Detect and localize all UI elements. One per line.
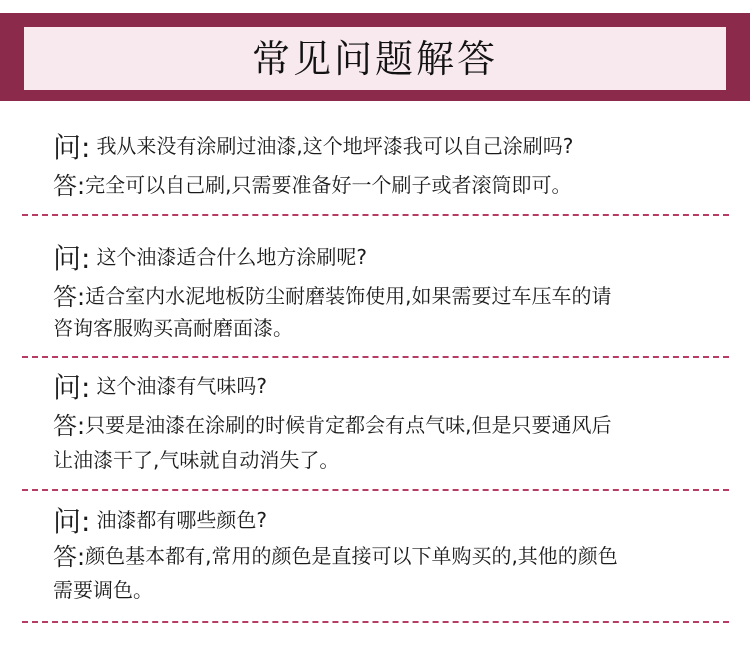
faq-divider — [22, 356, 729, 358]
question-text: 这个油漆适合什么地方涂刷呢? — [96, 245, 368, 269]
answer-text: 适合室内水泥地板防尘耐磨装饰使用,如果需要过车压车的请 — [85, 284, 612, 308]
faq-answer-4-continuation: 需要调色。 — [53, 578, 153, 602]
faq-divider — [22, 621, 729, 623]
faq-divider — [22, 489, 729, 491]
answer-text: 颜色基本都有,常用的颜色是直接可以下单购买的,其他的颜色 — [85, 544, 618, 568]
answer-marker: 答: — [53, 412, 86, 440]
question-text: 油漆都有哪些颜色? — [96, 508, 268, 532]
question-marker: 问: — [53, 371, 91, 404]
faq-answer-3 — [53, 411, 611, 441]
answer-text: 完全可以自己刷,只需要准备好一个刷子或者滚筒即可。 — [85, 173, 572, 197]
page-title: 常见问题解答 — [251, 36, 498, 81]
faq-answer-1 — [53, 171, 571, 201]
question-marker: 问: — [53, 505, 91, 538]
header-box — [24, 27, 726, 90]
faq-answer-4 — [53, 542, 618, 572]
faq-question-3 — [53, 370, 267, 405]
question-text: 我从来没有涂刷过油漆,这个地坪漆我可以自己涂刷吗? — [96, 134, 574, 158]
faq-answer-2 — [53, 282, 611, 312]
answer-marker: 答: — [53, 283, 86, 311]
faq-question-4 — [53, 504, 267, 539]
faq-answer-2-continuation: 咨询客服购买高耐磨面漆。 — [53, 316, 293, 340]
answer-text: 只要是油漆在涂刷的时候肯定都会有点气味,但是只要通风后 — [85, 413, 612, 437]
answer-marker: 答: — [53, 172, 86, 200]
question-marker: 问: — [53, 131, 91, 164]
header-band — [0, 13, 750, 101]
faq-divider — [22, 214, 729, 216]
question-text: 这个油漆有气味吗? — [96, 374, 268, 398]
question-marker: 问: — [53, 242, 91, 275]
answer-marker: 答: — [53, 543, 86, 571]
faq-question-2 — [53, 241, 367, 276]
faq-question-1 — [53, 130, 573, 165]
faq-answer-3-continuation: 让油漆干了,气味就自动消失了。 — [53, 448, 340, 472]
